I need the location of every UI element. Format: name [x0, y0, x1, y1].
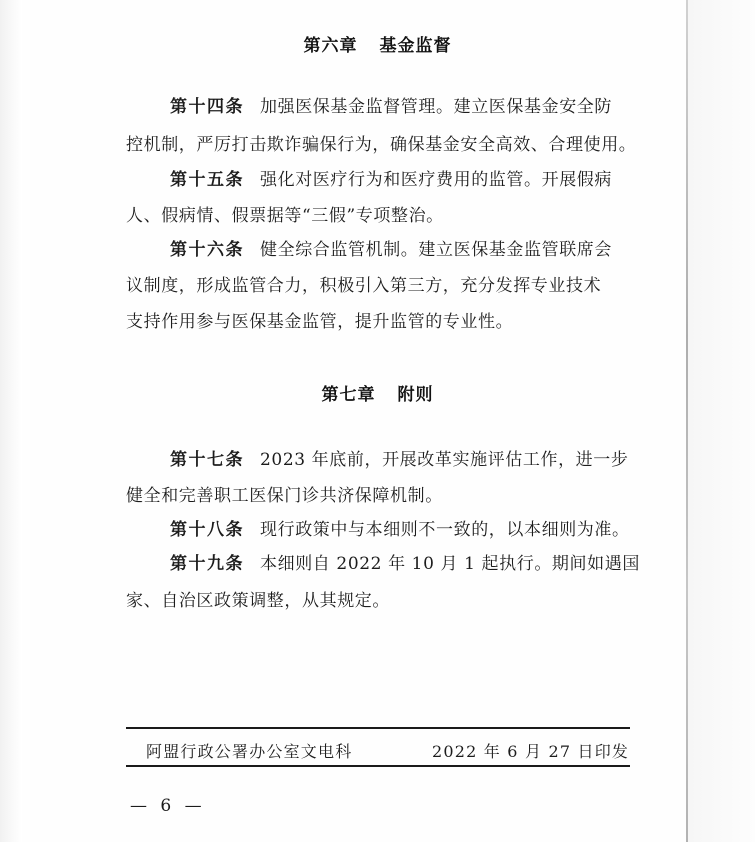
article-label: 第十五条 [170, 170, 244, 190]
scan-right-strip [688, 0, 755, 842]
article-label: 第十八条 [170, 520, 244, 540]
chapter-heading-6 [0, 31, 755, 56]
article-16-line-2: 议制度，形成监管合力，积极引入第三方，充分发挥专业技术 [126, 276, 602, 296]
scan-left-edge [0, 0, 22, 842]
article-16-line-3: 支持作用参与医保基金监管，提升监管的专业性。 [126, 312, 514, 332]
chapter-title: 基金监督 [379, 36, 452, 56]
article-label: 第十七条 [170, 450, 244, 470]
article-15-line-2: 人、假病情、假票据等“三假”专项整治。 [126, 206, 444, 226]
chapter-title: 附则 [397, 385, 434, 405]
chapter-heading-7 [0, 380, 755, 405]
article-text: 健全综合监管机制。建立医保基金监管联席会 [260, 240, 612, 260]
article-text: 加强医保基金监督管理。建立医保基金安全防 [260, 97, 612, 117]
article-17-line-2: 健全和完善职工医保门诊共济保障机制。 [126, 486, 443, 506]
article-14-line-2: 控机制，严厉打击欺诈骗保行为，确保基金安全高效、合理使用。 [126, 135, 637, 155]
article-16-line-1 [170, 238, 612, 262]
article-text: 强化对医疗行为和医疗费用的监管。开展假病 [260, 170, 612, 190]
article-text: 本细则自 2022 年 10 月 1 起执行。期间如遇国 [260, 554, 640, 574]
footer-date: 2022 年 6 月 27 日印发 [432, 742, 630, 761]
footer-issuer: 阿盟行政公署办公室文电科 [146, 742, 353, 761]
chapter-number: 第七章 [321, 385, 376, 405]
article-14-line-1 [170, 95, 612, 119]
chapter-number: 第六章 [303, 36, 358, 56]
article-15-line-1 [170, 168, 612, 192]
article-label: 第十四条 [170, 97, 244, 117]
article-label: 第十六条 [170, 240, 244, 260]
article-label: 第十九条 [170, 554, 244, 574]
article-18-line-1 [170, 518, 630, 542]
footer-rule-bottom [126, 765, 630, 767]
article-text: 2023 年底前，开展改革实施评估工作，进一步 [260, 450, 629, 470]
article-17-line-1 [170, 448, 628, 472]
article-19-line-2: 家、自治区政策调整，从其规定。 [126, 591, 390, 611]
page-number: — 6 — [130, 796, 206, 816]
footer-rule-top [126, 727, 630, 729]
article-text: 现行政策中与本细则不一致的，以本细则为准。 [260, 520, 630, 540]
article-19-line-1 [170, 552, 640, 576]
